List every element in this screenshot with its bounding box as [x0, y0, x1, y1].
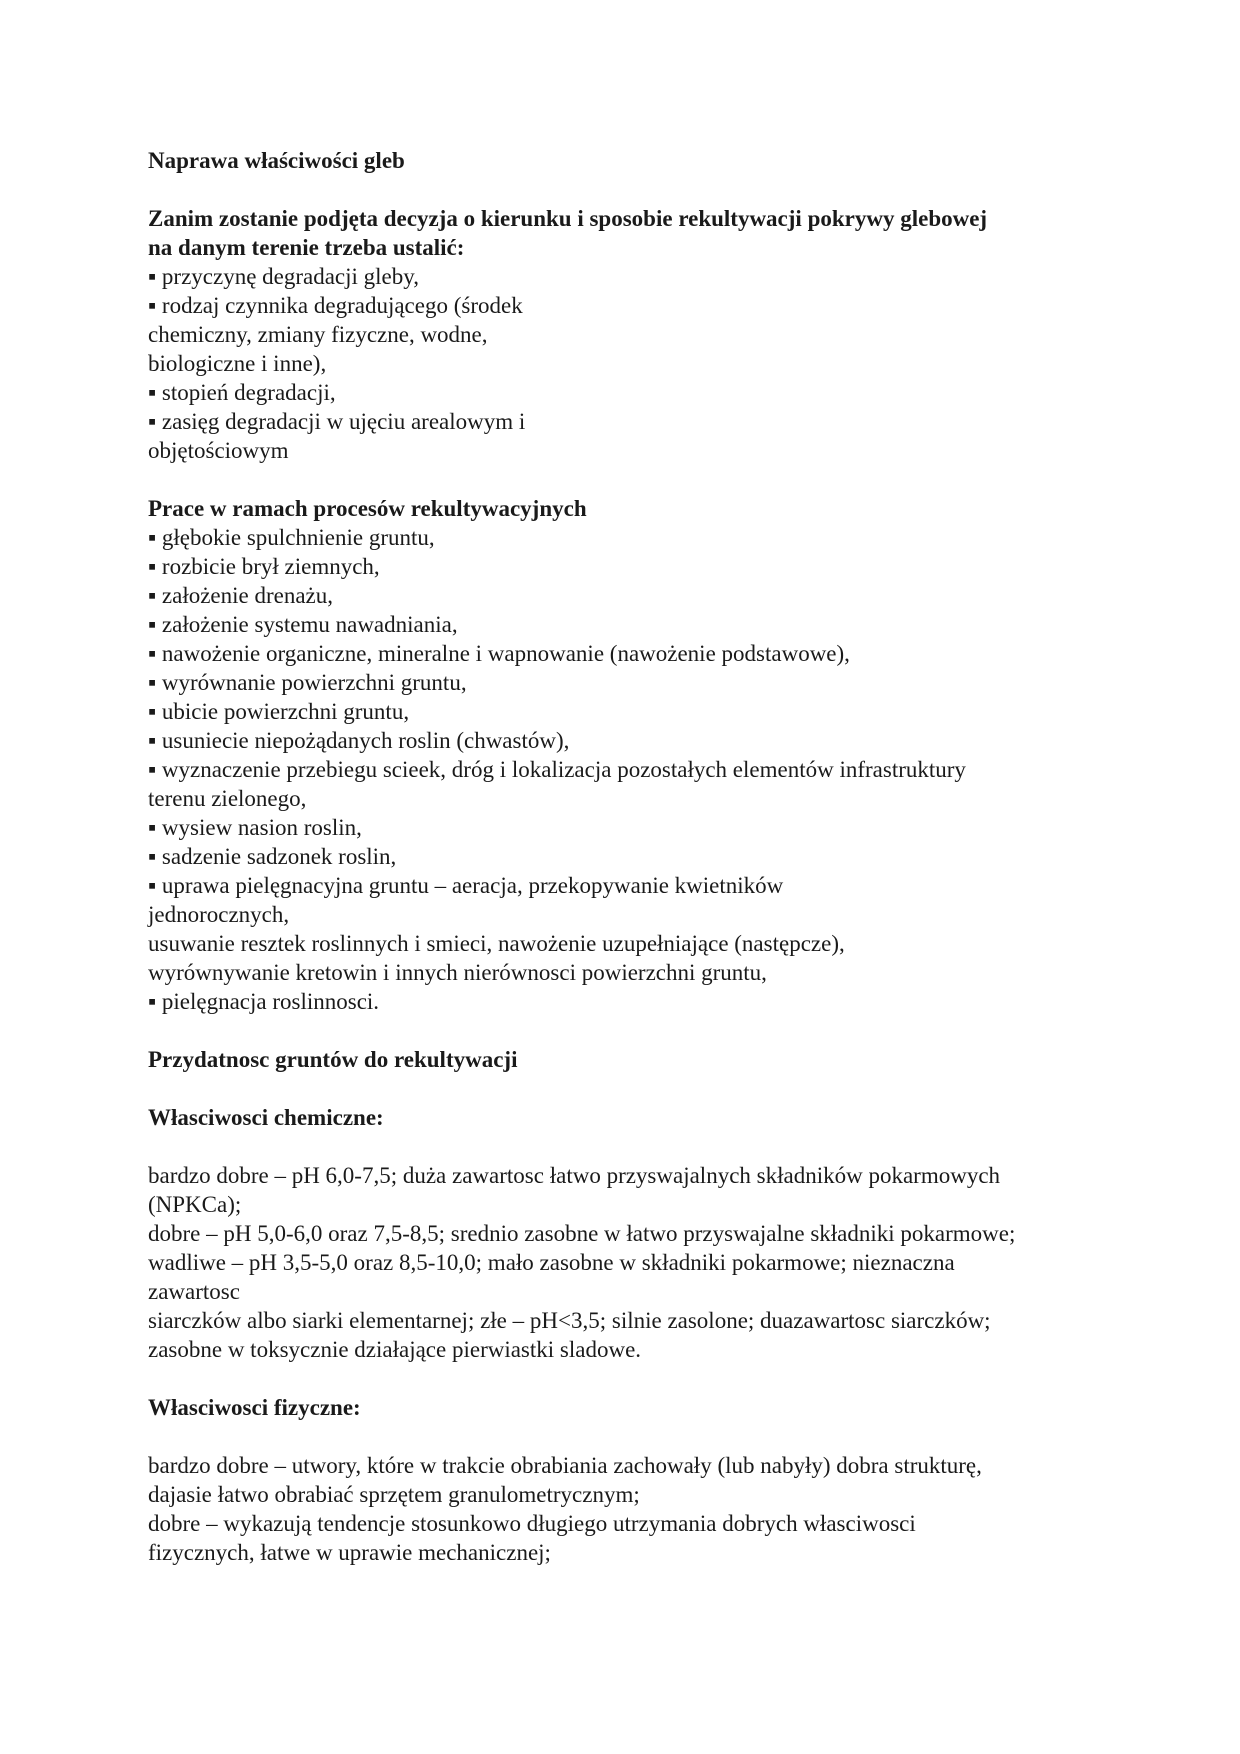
- section-heading: Prace w ramach procesów rekultywacyjnych: [148, 496, 587, 521]
- text-line: ▪ zasięg degradacji w ujęciu arealowym i: [148, 409, 526, 434]
- list-item: wyrównywanie kretowin i innych nierównosci powierzchni gruntu,: [148, 960, 767, 985]
- list-item: ▪ sadzenie sadzonek roslin,: [148, 844, 397, 869]
- list-item: ▪ założenie systemu nawadniania,: [148, 612, 458, 637]
- text-line: bardzo dobre – utwory, które w trakcie obrabiania zachowały (lub nabyły) dobra strukturę,: [148, 1453, 982, 1478]
- list-item: ▪ uprawa pielęgnacyjna gruntu – aeracja, przekopywanie kwietników: [148, 873, 784, 898]
- list-item: ▪ ubicie powierzchni gruntu,: [148, 699, 410, 724]
- text-line: zawartosc: [148, 1279, 240, 1304]
- list-item: ▪ założenie drenażu,: [148, 583, 334, 608]
- list-item: ▪ pielęgnacja roslinnosci.: [148, 989, 380, 1014]
- list-item: ▪ głębokie spulchnienie gruntu,: [148, 525, 435, 550]
- text-line: chemiczny, zmiany fizyczne, wodne,: [148, 322, 488, 347]
- section-heading-line: Zanim zostanie podjęta decyzja o kierunku i sposobie rekultywacji pokrywy glebowej: [148, 206, 988, 231]
- text-line: wadliwe – pH 3,5-5,0 oraz 8,5-10,0; mało zasobne w składniki pokarmowe; nieznaczna: [148, 1250, 955, 1275]
- list-item: jednorocznych,: [148, 902, 290, 927]
- section-heading: Własciwosci fizyczne:: [148, 1395, 361, 1420]
- section-heading: Przydatnosc gruntów do rekultywacji: [148, 1047, 518, 1072]
- text-line: siarczków albo siarki elementarnej; złe – pH<3,5; silnie zasolone; duazawartosc siarczków;: [148, 1308, 991, 1333]
- text-line: dobre – pH 5,0-6,0 oraz 7,5-8,5; srednio zasobne w łatwo przyswajalne składniki pokarmowe;: [148, 1221, 1016, 1246]
- list-item: usuwanie resztek roslinnych i smieci, nawożenie uzupełniające (następcze),: [148, 931, 845, 956]
- text-line: ▪ przyczynę degradacji gleby,: [148, 264, 420, 289]
- text-line: objętościowym: [148, 438, 289, 463]
- text-line: fizycznych, łatwe w uprawie mechanicznej;: [148, 1540, 551, 1565]
- list-item: ▪ wyrównanie powierzchni gruntu,: [148, 670, 467, 695]
- text-line: ▪ rodzaj czynnika degradującego (środek: [148, 293, 523, 318]
- document-title: Naprawa właściwości gleb: [148, 148, 405, 173]
- section-heading: Własciwosci chemiczne:: [148, 1105, 384, 1130]
- list-item: ▪ usuniecie niepożądanych roslin (chwastów),: [148, 728, 570, 753]
- text-line: zasobne w toksycznie działające pierwiastki sladowe.: [148, 1337, 642, 1362]
- section-heading-line: na danym terenie trzeba ustalić:: [148, 235, 465, 260]
- list-item: ▪ rozbicie brył ziemnych,: [148, 554, 380, 579]
- text-line: dajasie łatwo obrabiać sprzętem granulometrycznym;: [148, 1482, 640, 1507]
- text-line: ▪ stopień degradacji,: [148, 380, 336, 405]
- document-page: [148, 146, 1108, 1567]
- text-line: biologiczne i inne),: [148, 351, 327, 376]
- text-line: dobre – wykazują tendencje stosunkowo długiego utrzymania dobrych własciwosci: [148, 1511, 916, 1536]
- text-line: bardzo dobre – pH 6,0-7,5; duża zawartosc łatwo przyswajalnych składników pokarmowych: [148, 1163, 1001, 1188]
- list-item: ▪ nawożenie organiczne, mineralne i wapnowanie (nawożenie podstawowe),: [148, 641, 850, 666]
- list-item: ▪ wyznaczenie przebiegu scieek, dróg i lokalizacja pozostałych elementów infrastruktury: [148, 757, 966, 782]
- list-item: ▪ wysiew nasion roslin,: [148, 815, 362, 840]
- text-line: (NPKCa);: [148, 1192, 242, 1217]
- list-item: terenu zielonego,: [148, 786, 307, 811]
